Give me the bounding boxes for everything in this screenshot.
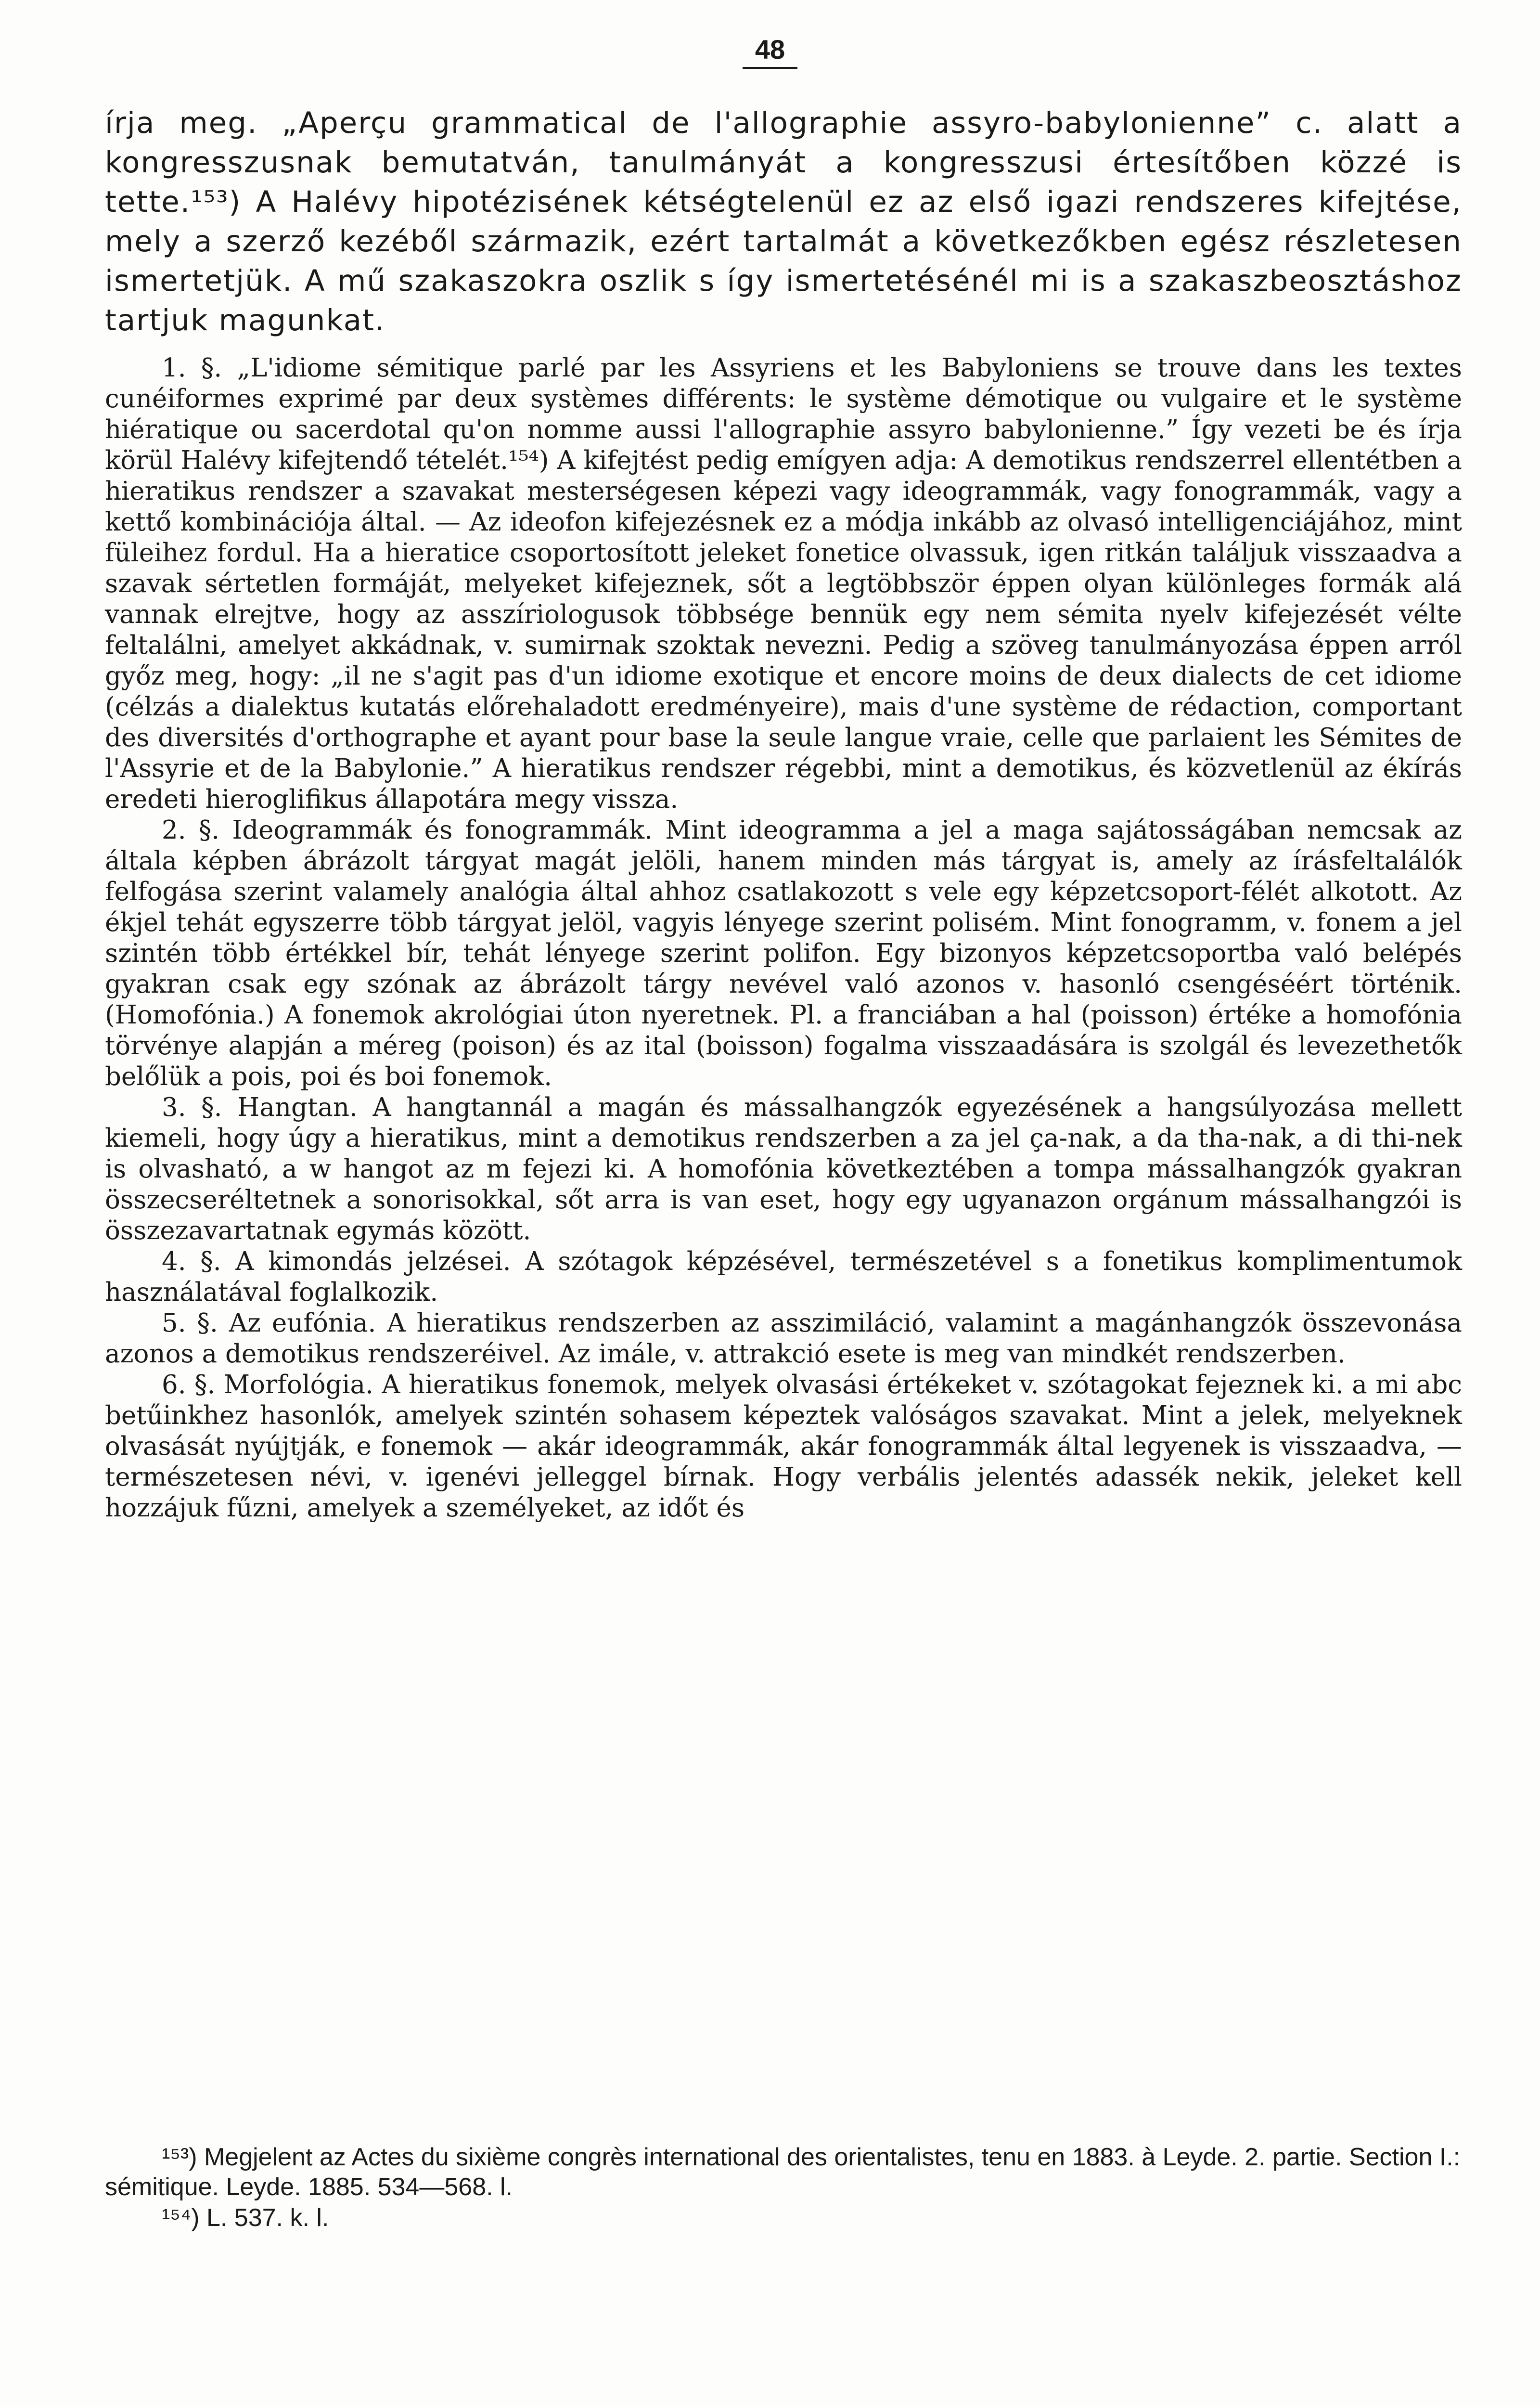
section-2-paragraph: 2. §. Ideogrammák és fonogrammák. Mint ideogramma a jel a maga sajátosságában nemcsak az általa képben ábrázolt tárgyat magát jelöli, hanem minden más tárgyat is, amely az írásfeltalálók felfogása szerint valamely analógia által ahhoz csatlakozott s vele egy képzetcsoport-félét alkotott. Az ékjel tehát egyszerre több tárgyat jelöl, vagyis lényege szerint polisém. Mint fonogramm, v. fonem a jel szintén több értékkel bír, tehát lényege szerint polifon. Egy bizonyos képzetcsoportba való belépés gyakran csak egy szónak az ábrázolt tárgy nevével való azonos v. hasonló csengéséért történik. (Homofónia.) A fonemok akrológiai úton nyeretnek. Pl. a franciában a hal (poisson) értéke a homofónia törvénye alapján a méreg (poison) és az ital (boisson) fogalma visszaadására is szolgál és levezethetők belőlük a pois, poi és boi fonemok. bbox=[105, 815, 1462, 1091]
section-5-paragraph: 5. §. Az eufónia. A hieratikus rendszerben az asszimiláció, valamint a magánhangzók összevonása azonos a demotikus rendszeréivel. Az imále, v. attrakció esete is meg van mindkét rendszerben. bbox=[105, 1308, 1462, 1369]
section-6-paragraph: 6. §. Morfológia. A hieratikus fonemok, melyek olvasási értékeket v. szótagokat fejeznek ki. a mi abc betűinkhez hasonlók, amelyek szintén sohasem képeztek valóságos szavakat. Mint a jelek, melyeknek olvasását nyújtják, e fonemok — akár ideogrammák, akár fonogrammák által legyenek is visszaadva, — természetesen névi, v. igenévi jelleggel bírnak. Hogy verbális jelentés adassék nekik, jeleket kell hozzájuk fűzni, amelyek a személyeket, az időt és bbox=[105, 1370, 1462, 1523]
footnote-153: ¹⁵³) Megjelent az Actes du sixième congrès international des orientalistes, tenu en 1883. à Leyde. 2. partie. Section I.: sémitique. Leyde. 1885. 534—568. l. bbox=[105, 2143, 1461, 2201]
footnotes bbox=[105, 2142, 1462, 2233]
section-4-paragraph: 4. §. A kimondás jelzései. A szótagok képzésével, természetével s a fonetikus komplimentumok használatával foglalkozik. bbox=[105, 1247, 1462, 1307]
section-1-paragraph: 1. §. „L'idiome sémitique parlé par les Assyriens et les Babyloniens se trouve dans les textes cunéiformes exprimé par deux systèmes différents: le système démotique ou vulgaire et le système hiératique ou sacerdotal qu'on nomme aussi l'allographie assyro babylonienne.” Így vezeti be és írja körül Halévy kifejtendő tételét.¹⁵⁴) A kifejtést pedig emígyen adja: A demotikus rendszerrel ellentétben a hieratikus rendszer a szavakat mesterségesen képezi vagy ideogrammák, vagy fonogrammák, vagy a kettő kombinációja által. — Az ideofon kifejezésnek ez a módja inkább az olvasó intelligenciájához, mint füleihez fordul. Ha a hieratice csoportosított jeleket fonetice olvassuk, igen ritkán találjuk visszaadva a szavak sértetlen formáját, melyeket kifejeznek, sőt a legtöbbször éppen olyan különleges formák alá vannak elrejtve, hogy az asszíriologusok többsége bennük egy nem sémita nyelv kifejezését vélte feltalálni, amelyet akkádnak, v. sumirnak szoktak nevezni. Pedig a szöveg tanulmányozása éppen arról győz meg, hogy: „il ne s'agit pas d'un idiome exotique et encore moins de deux dialects de cet idiome (célzás a dialektus kutatás előrehaladott eredményeire), mais d'une système de rédaction, comportant des diversités d'orthographe et ayant pour base la seule langue vraie, celle que parlaient les Sémites de l'Assyrie et de la Babylonie.” A hieratikus rendszer régebbi, mint a demotikus, és közvetlenül az ékírás eredeti hieroglifikus állapotára megy vissza. bbox=[105, 353, 1462, 814]
page-number: 48 bbox=[0, 34, 1540, 69]
intro-paragraph: írja meg. „Aperçu grammatical de l'allographie assyro-babylonienne” c. alatt a kongresszusnak bemutatván, tanulmányát a kongresszusi értesítőben közzé is tette.¹⁵³) A Halévy hipotézisének kétségtelenül ez az első igazi rendszeres kifejtése, mely a szerző kezéből származik, ezért tartalmát a következőkben egész részletesen ismertetjük. A mű szakaszokra oszlik s így ismertetésénél mi is a szakaszbeosztáshoz tartjuk magunkat. bbox=[105, 106, 1462, 337]
footnote-154: ¹⁵⁴) L. 537. k. l. bbox=[162, 2204, 329, 2232]
section-3-paragraph: 3. §. Hangtan. A hangtannál a magán és mássalhangzók egyezésének a hangsúlyozása mellett kiemeli, hogy úgy a hieratikus, mint a demotikus rendszerben a za jel ça-nak, a da tha-nak, a di thi-nek is olvasható, a w hangot az m fejezi ki. A homofónia következtében a tompa mássalhangzók gyakran összecseréltetnek a sonorisokkal, sőt arra is van eset, hogy egy ugyanazon orgánum mássalhangzói is összezavartatnak egymás között. bbox=[105, 1093, 1462, 1245]
body-text bbox=[105, 104, 1462, 1524]
